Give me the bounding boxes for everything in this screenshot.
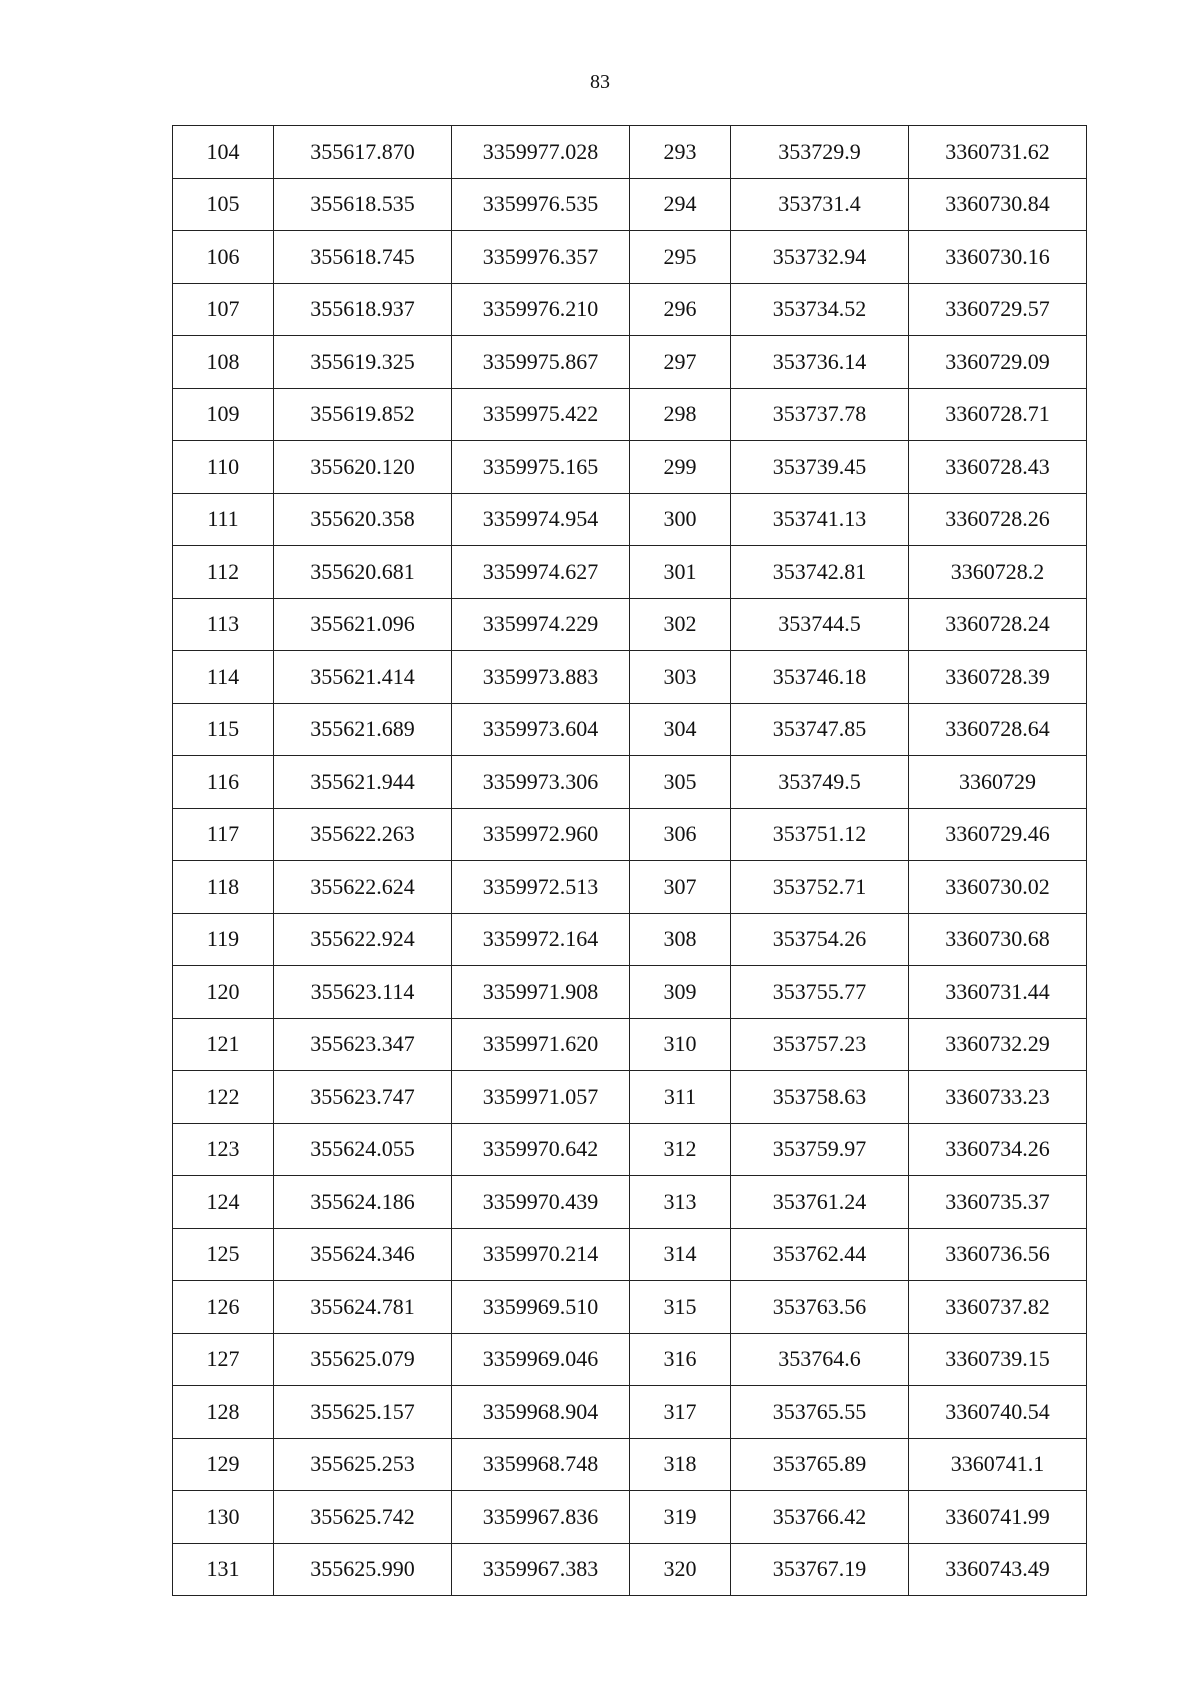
point-number-left: 105 [173, 178, 274, 231]
x-coordinate-right: 353755.77 [731, 966, 909, 1019]
table-row [173, 1438, 1087, 1491]
table-row [173, 756, 1087, 809]
table-row [173, 1281, 1087, 1334]
y-coordinate-right: 3360728.24 [909, 598, 1087, 651]
y-coordinate-left: 3359971.057 [452, 1071, 630, 1124]
y-coordinate-left: 3359969.510 [452, 1281, 630, 1334]
y-coordinate-left: 3359973.883 [452, 651, 630, 704]
point-number-right: 295 [630, 231, 731, 284]
x-coordinate-left: 355625.742 [274, 1491, 452, 1544]
point-number-left: 125 [173, 1228, 274, 1281]
table-row [173, 283, 1087, 336]
table-row [173, 493, 1087, 546]
x-coordinate-left: 355622.924 [274, 913, 452, 966]
y-coordinate-right: 3360731.44 [909, 966, 1087, 1019]
x-coordinate-left: 355620.358 [274, 493, 452, 546]
y-coordinate-left: 3359973.604 [452, 703, 630, 756]
point-number-right: 306 [630, 808, 731, 861]
y-coordinate-right: 3360728.71 [909, 388, 1087, 441]
y-coordinate-right: 3360728.39 [909, 651, 1087, 704]
table-row [173, 1543, 1087, 1596]
x-coordinate-right: 353741.13 [731, 493, 909, 546]
x-coordinate-right: 353739.45 [731, 441, 909, 494]
y-coordinate-right: 3360729.09 [909, 336, 1087, 389]
table-row [173, 913, 1087, 966]
y-coordinate-left: 3359976.357 [452, 231, 630, 284]
y-coordinate-left: 3359971.908 [452, 966, 630, 1019]
y-coordinate-left: 3359972.513 [452, 861, 630, 914]
table-row [173, 1176, 1087, 1229]
x-coordinate-left: 355623.114 [274, 966, 452, 1019]
point-number-left: 122 [173, 1071, 274, 1124]
x-coordinate-left: 355625.157 [274, 1386, 452, 1439]
point-number-right: 301 [630, 546, 731, 599]
y-coordinate-left: 3359973.306 [452, 756, 630, 809]
x-coordinate-right: 353747.85 [731, 703, 909, 756]
x-coordinate-left: 355619.325 [274, 336, 452, 389]
y-coordinate-right: 3360730.16 [909, 231, 1087, 284]
point-number-left: 107 [173, 283, 274, 336]
x-coordinate-right: 353766.42 [731, 1491, 909, 1544]
point-number-right: 296 [630, 283, 731, 336]
y-coordinate-right: 3360729 [909, 756, 1087, 809]
x-coordinate-left: 355621.096 [274, 598, 452, 651]
table-row [173, 231, 1087, 284]
point-number-right: 300 [630, 493, 731, 546]
point-number-right: 312 [630, 1123, 731, 1176]
x-coordinate-right: 353759.97 [731, 1123, 909, 1176]
point-number-right: 316 [630, 1333, 731, 1386]
table-row [173, 546, 1087, 599]
point-number-right: 304 [630, 703, 731, 756]
y-coordinate-left: 3359968.748 [452, 1438, 630, 1491]
point-number-left: 115 [173, 703, 274, 756]
x-coordinate-left: 355620.120 [274, 441, 452, 494]
y-coordinate-right: 3360729.57 [909, 283, 1087, 336]
point-number-left: 114 [173, 651, 274, 704]
y-coordinate-right: 3360730.84 [909, 178, 1087, 231]
point-number-left: 108 [173, 336, 274, 389]
x-coordinate-right: 353767.19 [731, 1543, 909, 1596]
point-number-left: 111 [173, 493, 274, 546]
point-number-left: 119 [173, 913, 274, 966]
y-coordinate-left: 3359975.422 [452, 388, 630, 441]
x-coordinate-left: 355619.852 [274, 388, 452, 441]
page-number: 83 [590, 71, 610, 93]
y-coordinate-left: 3359969.046 [452, 1333, 630, 1386]
y-coordinate-left: 3359970.642 [452, 1123, 630, 1176]
y-coordinate-left: 3359975.867 [452, 336, 630, 389]
y-coordinate-right: 3360741.99 [909, 1491, 1087, 1544]
y-coordinate-right: 3360741.1 [909, 1438, 1087, 1491]
table-row [173, 1228, 1087, 1281]
y-coordinate-right: 3360735.37 [909, 1176, 1087, 1229]
table-row [173, 336, 1087, 389]
x-coordinate-right: 353736.14 [731, 336, 909, 389]
x-coordinate-left: 355621.414 [274, 651, 452, 704]
x-coordinate-right: 353757.23 [731, 1018, 909, 1071]
table-row [173, 388, 1087, 441]
x-coordinate-left: 355625.990 [274, 1543, 452, 1596]
x-coordinate-right: 353758.63 [731, 1071, 909, 1124]
point-number-right: 299 [630, 441, 731, 494]
point-number-left: 128 [173, 1386, 274, 1439]
y-coordinate-left: 3359968.904 [452, 1386, 630, 1439]
point-number-right: 293 [630, 126, 731, 179]
x-coordinate-right: 353765.89 [731, 1438, 909, 1491]
x-coordinate-left: 355617.870 [274, 126, 452, 179]
table-row [173, 703, 1087, 756]
table-row [173, 178, 1087, 231]
y-coordinate-left: 3359970.439 [452, 1176, 630, 1229]
x-coordinate-right: 353737.78 [731, 388, 909, 441]
x-coordinate-right: 353742.81 [731, 546, 909, 599]
y-coordinate-right: 3360733.23 [909, 1071, 1087, 1124]
point-number-right: 311 [630, 1071, 731, 1124]
y-coordinate-right: 3360737.82 [909, 1281, 1087, 1334]
x-coordinate-right: 353765.55 [731, 1386, 909, 1439]
y-coordinate-right: 3360734.26 [909, 1123, 1087, 1176]
x-coordinate-left: 355623.347 [274, 1018, 452, 1071]
x-coordinate-left: 355623.747 [274, 1071, 452, 1124]
point-number-right: 307 [630, 861, 731, 914]
y-coordinate-right: 3360728.64 [909, 703, 1087, 756]
point-number-left: 130 [173, 1491, 274, 1544]
point-number-right: 297 [630, 336, 731, 389]
point-number-right: 298 [630, 388, 731, 441]
y-coordinate-left: 3359971.620 [452, 1018, 630, 1071]
y-coordinate-left: 3359974.954 [452, 493, 630, 546]
point-number-right: 302 [630, 598, 731, 651]
x-coordinate-right: 353729.9 [731, 126, 909, 179]
x-coordinate-right: 353762.44 [731, 1228, 909, 1281]
x-coordinate-left: 355625.253 [274, 1438, 452, 1491]
point-number-right: 314 [630, 1228, 731, 1281]
coordinate-table [172, 125, 1087, 1596]
point-number-right: 318 [630, 1438, 731, 1491]
x-coordinate-right: 353744.5 [731, 598, 909, 651]
point-number-left: 116 [173, 756, 274, 809]
y-coordinate-left: 3359967.383 [452, 1543, 630, 1596]
y-coordinate-left: 3359972.960 [452, 808, 630, 861]
table-row [173, 1333, 1087, 1386]
table-row [173, 441, 1087, 494]
point-number-right: 303 [630, 651, 731, 704]
y-coordinate-left: 3359976.535 [452, 178, 630, 231]
x-coordinate-left: 355624.055 [274, 1123, 452, 1176]
point-number-right: 309 [630, 966, 731, 1019]
point-number-left: 104 [173, 126, 274, 179]
y-coordinate-right: 3360728.43 [909, 441, 1087, 494]
y-coordinate-right: 3360728.2 [909, 546, 1087, 599]
point-number-right: 320 [630, 1543, 731, 1596]
table-row [173, 861, 1087, 914]
table-row [173, 598, 1087, 651]
y-coordinate-right: 3360732.29 [909, 1018, 1087, 1071]
point-number-left: 123 [173, 1123, 274, 1176]
x-coordinate-left: 355620.681 [274, 546, 452, 599]
point-number-left: 117 [173, 808, 274, 861]
point-number-left: 120 [173, 966, 274, 1019]
y-coordinate-right: 3360730.02 [909, 861, 1087, 914]
point-number-left: 110 [173, 441, 274, 494]
x-coordinate-left: 355624.781 [274, 1281, 452, 1334]
x-coordinate-left: 355622.263 [274, 808, 452, 861]
x-coordinate-left: 355624.186 [274, 1176, 452, 1229]
point-number-right: 305 [630, 756, 731, 809]
point-number-right: 310 [630, 1018, 731, 1071]
point-number-left: 124 [173, 1176, 274, 1229]
table-row [173, 808, 1087, 861]
y-coordinate-left: 3359970.214 [452, 1228, 630, 1281]
point-number-left: 109 [173, 388, 274, 441]
y-coordinate-left: 3359976.210 [452, 283, 630, 336]
table-body [173, 126, 1087, 1596]
x-coordinate-right: 353764.6 [731, 1333, 909, 1386]
x-coordinate-left: 355624.346 [274, 1228, 452, 1281]
point-number-right: 294 [630, 178, 731, 231]
point-number-left: 126 [173, 1281, 274, 1334]
x-coordinate-left: 355618.937 [274, 283, 452, 336]
x-coordinate-right: 353752.71 [731, 861, 909, 914]
x-coordinate-left: 355625.079 [274, 1333, 452, 1386]
x-coordinate-right: 353754.26 [731, 913, 909, 966]
y-coordinate-left: 3359977.028 [452, 126, 630, 179]
y-coordinate-right: 3360729.46 [909, 808, 1087, 861]
x-coordinate-left: 355621.689 [274, 703, 452, 756]
x-coordinate-left: 355621.944 [274, 756, 452, 809]
table-row [173, 1386, 1087, 1439]
y-coordinate-left: 3359974.229 [452, 598, 630, 651]
y-coordinate-right: 3360731.62 [909, 126, 1087, 179]
point-number-left: 121 [173, 1018, 274, 1071]
point-number-right: 319 [630, 1491, 731, 1544]
point-number-left: 112 [173, 546, 274, 599]
y-coordinate-right: 3360730.68 [909, 913, 1087, 966]
x-coordinate-right: 353732.94 [731, 231, 909, 284]
x-coordinate-left: 355622.624 [274, 861, 452, 914]
table-row [173, 126, 1087, 179]
x-coordinate-left: 355618.535 [274, 178, 452, 231]
y-coordinate-left: 3359975.165 [452, 441, 630, 494]
x-coordinate-right: 353761.24 [731, 1176, 909, 1229]
point-number-right: 315 [630, 1281, 731, 1334]
table-row [173, 1123, 1087, 1176]
y-coordinate-right: 3360739.15 [909, 1333, 1087, 1386]
x-coordinate-right: 353746.18 [731, 651, 909, 704]
point-number-left: 131 [173, 1543, 274, 1596]
x-coordinate-right: 353734.52 [731, 283, 909, 336]
table-row [173, 1071, 1087, 1124]
table-row [173, 651, 1087, 704]
x-coordinate-left: 355618.745 [274, 231, 452, 284]
point-number-left: 129 [173, 1438, 274, 1491]
point-number-left: 113 [173, 598, 274, 651]
x-coordinate-right: 353751.12 [731, 808, 909, 861]
point-number-right: 317 [630, 1386, 731, 1439]
x-coordinate-right: 353763.56 [731, 1281, 909, 1334]
y-coordinate-right: 3360728.26 [909, 493, 1087, 546]
y-coordinate-left: 3359967.836 [452, 1491, 630, 1544]
y-coordinate-left: 3359974.627 [452, 546, 630, 599]
point-number-right: 313 [630, 1176, 731, 1229]
point-number-left: 118 [173, 861, 274, 914]
point-number-right: 308 [630, 913, 731, 966]
y-coordinate-right: 3360736.56 [909, 1228, 1087, 1281]
table-row [173, 1018, 1087, 1071]
point-number-left: 127 [173, 1333, 274, 1386]
table-row [173, 966, 1087, 1019]
y-coordinate-right: 3360740.54 [909, 1386, 1087, 1439]
y-coordinate-left: 3359972.164 [452, 913, 630, 966]
y-coordinate-right: 3360743.49 [909, 1543, 1087, 1596]
x-coordinate-right: 353731.4 [731, 178, 909, 231]
table-row [173, 1491, 1087, 1544]
point-number-left: 106 [173, 231, 274, 284]
x-coordinate-right: 353749.5 [731, 756, 909, 809]
